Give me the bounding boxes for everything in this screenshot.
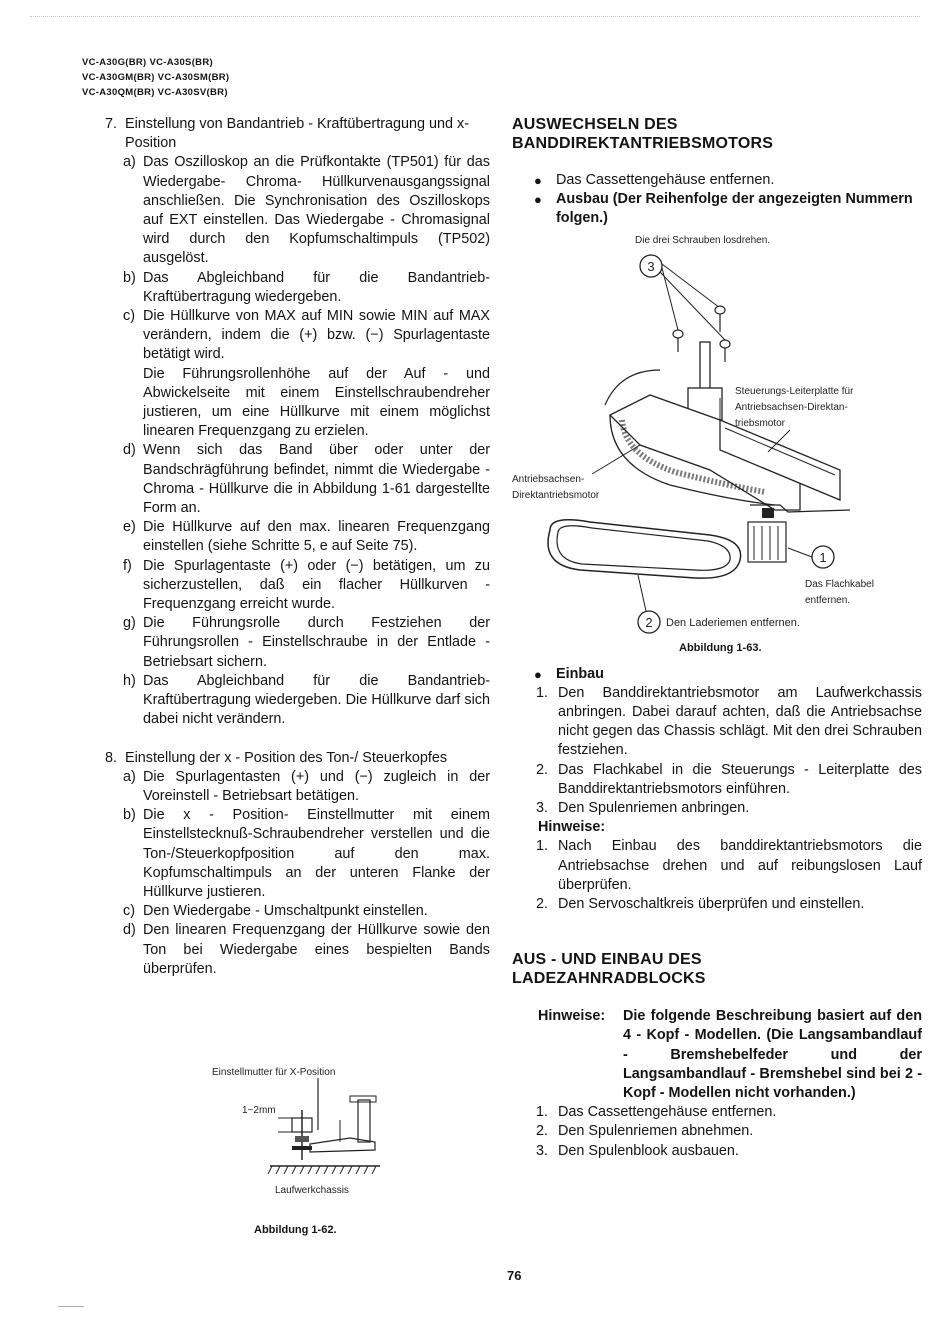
list-item: e) Die Hüllkurve auf den max. linearen Frequenzgang einstellen (siehe Schritte 5, e auf Seite 75).: [123, 519, 490, 555]
page-number: 76: [507, 1268, 522, 1283]
list-item: g) Die Führungsrolle durch Festziehen der Führungsrollen - Einstellschraube in der Entlade - Betriebsart sichern.: [123, 615, 490, 670]
step-8: [105, 749, 490, 768]
list-item: a) Das Oszilloskop an die Prüfkontakte (TP501) für das Wiedergabe- Chroma- Hüllkurvenausgangssignal anschließen. Die Synchronisation des Oszilloskops auf EXT einstellen. Das Wiedergabe - Chromasignal wird durch den Kopfumschaltimpuls (TP502) ausgelöst.: [123, 154, 490, 267]
hinweise-block: [512, 1007, 922, 1103]
list-item: f) Die Spurlagentaste (+) oder (−) betätigen, um zu sicherzustellen, daß ein flacher Hüllkurven - Frequenzgang erreicht wurde.: [123, 557, 490, 613]
motor-diagram: [510, 230, 920, 640]
label-nut: Einstellmutter für X-Position: [212, 1067, 336, 1078]
figure-1-62: [200, 1060, 400, 1210]
list-item: 1. Das Cassettengehäuse entfernen.: [536, 1104, 777, 1121]
step-title: Einstellung von Bandantrieb - Kraftübertragung und x-Position: [125, 116, 469, 152]
caption-1-63: Abbildung 1-63.: [679, 642, 762, 654]
label-pcb-2: Antriebsachsen-Direktan-: [735, 402, 848, 413]
hinweise-label: Hinweise:: [538, 1008, 606, 1025]
section-heading: AUS - UND EINBAU DES LADEZAHNRADBLOCKS: [512, 951, 706, 988]
step-number: 7.: [105, 116, 118, 132]
list-item: 1. Den Banddirektantriebsmotor am Laufwerkchassis anbringen. Dabei darauf achten, daß die Antriebsachse nicht gegen das Chassis schlägt. Mit den drei Schrauben festziehen.: [536, 684, 922, 759]
label-pcb-3: triebsmotor: [735, 418, 786, 429]
top-rule: [30, 16, 920, 17]
notes-title: Hinweise:: [538, 819, 606, 836]
footer-mark: [58, 1306, 84, 1307]
step-number: 8.: [105, 749, 118, 766]
list-item: d) Den linearen Frequenzgang der Hüllkurve sowie den Ton bei Wiedergabe eines bespielten Bands überprüfen.: [123, 922, 490, 977]
caption-1-62: Abbildung 1-62.: [254, 1224, 337, 1236]
label-motor-2: Direktantriebsmotor: [512, 490, 600, 501]
hinweise-text: Die folgende Beschreibung basiert auf den 4 - Kopf - Modellen. (Die Langsambandlauf - Bremshebelfeder und der Langsambandlauf - Bremshebel sind bei 2 - Kopf - Modellen nicht vorhanden.): [623, 1008, 922, 1102]
model-line: VC-A30G(BR) VC-A30S(BR): [82, 57, 213, 68]
label-chassis: Laufwerkchassis: [275, 1185, 349, 1196]
label-pcb-1: Steuerungs-Leiterplatte für: [735, 386, 854, 397]
label-flat-2: entfernen.: [805, 595, 851, 606]
list-item: c) Die Hüllkurve von MAX auf MIN sowie MIN auf MAX verändern, indem die (+) bzw. (−) Spurlagentaste betätigt wird.: [123, 308, 490, 363]
model-line: VC-A30QM(BR) VC-A30SV(BR): [82, 87, 228, 98]
list-item-continuation: Die Führungsrollenhöhe auf der Auf - und Abwickelseite mit einem Einstellschraubendreher justieren, um eine Hüllkurve mit einem möglichst linearen Frequenzgang zu erzielen.: [143, 365, 490, 440]
list-item: d) Wenn sich das Band über oder unter der Bandschrägführung befindet, nimmt die Wiedergabe - Chroma - Hüllkurve die in Abbildung 1-61 dargestellte Form an.: [123, 442, 490, 517]
label-flat-1: Das Flachkabel: [805, 579, 874, 590]
list-item: h) Das Abgleichband für die Bandantrieb- Kraftübertragung wiedergeben. Die Hüllkurve darf sich dabei nicht verändern.: [123, 672, 490, 728]
model-line: VC-A30GM(BR) VC-A30SM(BR): [82, 72, 230, 83]
list-item: 2. Den Servoschaltkreis überprüfen und einstellen.: [536, 896, 865, 913]
list-item: 2. Den Spulenriemen abnehmen.: [536, 1123, 754, 1140]
bullet-item: ● Einbau: [534, 665, 604, 682]
list-item: a) Die Spurlagentasten (+) und (−) zugleich in der Voreinstell - Betriebsart betätigen.: [123, 768, 490, 804]
label-motor-1: Antriebsachsen-: [512, 474, 585, 485]
list-item: b) Die x - Position- Einstellmutter mit einem Einstellstecknuß-Schraubendreher verstellen und die Ton-/Steuerkopfposition auf den max. Kopfumschaltimpuls an der unteren Flanke der Hüllkurve justieren.: [123, 807, 490, 900]
list-item: b) Das Abgleichband für die Bandantrieb-Kraftübertragung wiedergeben.: [123, 269, 490, 305]
label-belt: Den Laderiemen entfernen.: [666, 617, 800, 629]
list-item: 3. Den Spulenriemen anbringen.: [536, 800, 750, 817]
num-1: 1: [819, 550, 827, 565]
num-2: 2: [645, 615, 653, 630]
list-item: c) Den Wiedergabe - Umschaltpunkt einstellen.: [123, 903, 428, 920]
section-heading: AUSWECHSELN DES BANDDIREKTANTRIEBSMOTORS: [512, 116, 774, 152]
list-item: 1. Nach Einbau des banddirektantriebsmotors die Antriebsachse drehen und auf reibungslosen Lauf überprüfen.: [536, 838, 922, 893]
num-3: 3: [647, 259, 655, 274]
x-position-diagram: [200, 1060, 400, 1210]
label-screws: Die drei Schrauben losdrehen.: [635, 235, 771, 246]
step-title: Einstellung der x - Position des Ton-/ Steuerkopfes: [125, 749, 448, 766]
bullet-item: ● Das Cassettengehäuse entfernen.: [534, 172, 775, 188]
bullet-item: ● Ausbau (Der Reihenfolge der angezeigten Nummern folgen.): [534, 191, 913, 227]
step-7: [105, 115, 490, 153]
figure-1-63: [510, 230, 920, 640]
label-dimension: 1~2mm: [242, 1105, 276, 1116]
list-item: 2. Das Flachkabel in die Steuerungs - Leiterplatte des Banddirektantriebsmotors einführen.: [536, 761, 922, 797]
model-header: [82, 55, 229, 100]
list-item: 3. Den Spulenblook ausbauen.: [536, 1142, 739, 1159]
left-column: [105, 115, 490, 979]
